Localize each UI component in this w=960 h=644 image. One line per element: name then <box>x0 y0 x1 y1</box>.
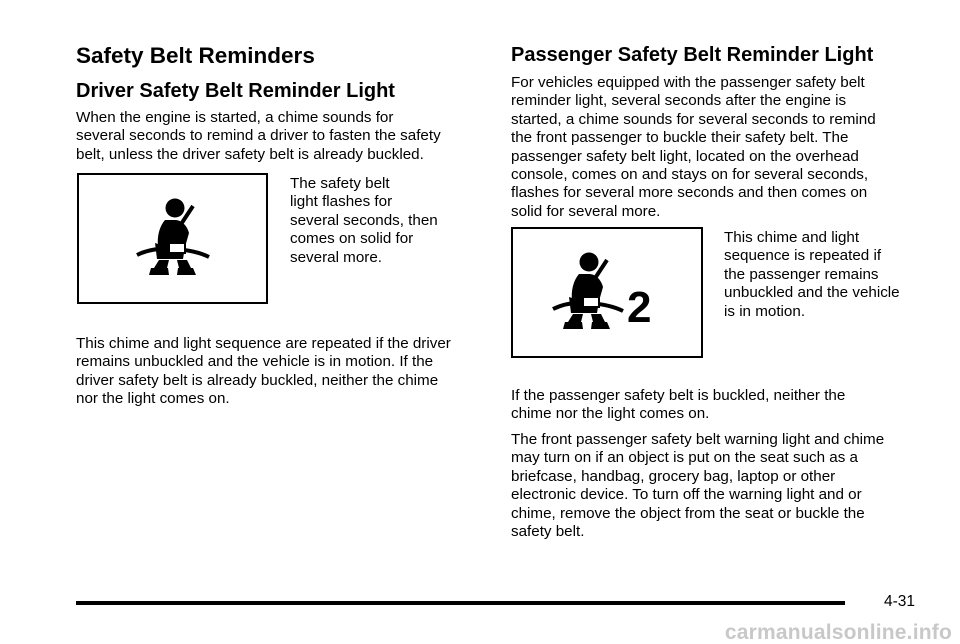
text-line: is in motion. <box>724 302 806 320</box>
text-line: This chime and light sequence are repeated if the driver <box>76 335 451 352</box>
text-line: chime, remove the object from the seat or buckle the <box>511 504 865 522</box>
text-line: The safety belt <box>290 175 390 192</box>
driver-intro-paragraph <box>76 109 441 164</box>
passenger-subsection-title: Passenger Safety Belt Reminder Light <box>511 44 874 66</box>
text-line: several seconds to remind a driver to fasten the safety <box>76 127 441 145</box>
driver-subsection-title: Driver Safety Belt Reminder Light <box>76 80 395 102</box>
text-line: the front passenger to buckle their safety belt. The <box>511 129 849 147</box>
passenger-buckled-paragraph <box>511 387 845 424</box>
driver-seatbelt-reminder-icon <box>79 175 266 302</box>
text-line: chime nor the light comes on. <box>511 405 710 423</box>
text-line: The front passenger safety belt warning light and chime <box>511 431 885 448</box>
text-line: reminder light, several seconds after the engine is <box>511 92 847 110</box>
text-line: console, comes on and stays on for several seconds, <box>511 166 869 184</box>
section-title: Safety Belt Reminders <box>76 43 315 68</box>
text-line: may turn on if an object is put on the seat such as a <box>511 449 858 467</box>
passenger-intro-paragraph <box>511 74 876 221</box>
passenger-seatbelt-reminder-icon <box>513 229 701 356</box>
text-line: For vehicles equipped with the passenger safety belt <box>511 74 865 91</box>
text-line: the passenger remains <box>724 265 879 283</box>
driver-seatbelt-icon-box <box>77 173 268 304</box>
passenger-number-label: 2 <box>627 283 652 332</box>
text-line: several seconds, then <box>290 211 438 229</box>
text-line: solid for several more. <box>511 202 661 220</box>
text-line: If the passenger safety belt is buckled, neither the <box>511 387 846 404</box>
text-line: This chime and light <box>724 229 860 246</box>
text-line: nor the light comes on. <box>76 390 230 408</box>
text-line: When the engine is started, a chime sounds for <box>76 109 394 126</box>
passenger-warning-paragraph <box>511 431 884 541</box>
passenger-icon-caption <box>724 229 900 321</box>
text-line: remains unbuckled and the vehicle is in motion. If the <box>76 353 434 371</box>
footer-rule <box>76 601 845 605</box>
passenger-seatbelt-icon-box <box>511 227 703 358</box>
text-line: started, a chime sounds for several seconds to remind <box>511 110 876 128</box>
driver-closing-paragraph <box>76 335 451 409</box>
text-line: briefcase, handbag, grocery bag, laptop or other <box>511 467 836 485</box>
page-number: 4-31 <box>884 593 916 610</box>
text-line: belt, unless the driver safety belt is already buckled. <box>76 145 424 163</box>
text-line: flashes for several more seconds and then comes on <box>511 184 868 202</box>
text-line: electronic device. To turn off the warning light and or <box>511 486 862 504</box>
text-line: light flashes for <box>290 193 393 211</box>
text-line: unbuckled and the vehicle <box>724 284 900 302</box>
text-line: comes on solid for <box>290 230 414 248</box>
text-line: sequence is repeated if <box>724 247 882 265</box>
text-line: several more. <box>290 248 383 266</box>
text-line: safety belt. <box>511 523 585 541</box>
text-line: driver safety belt is already buckled, neither the chime <box>76 371 439 389</box>
site-watermark: carmanualsonline.info <box>724 621 952 644</box>
driver-icon-caption <box>290 175 438 267</box>
text-line: passenger safety belt light, located on the overhead <box>511 147 859 165</box>
